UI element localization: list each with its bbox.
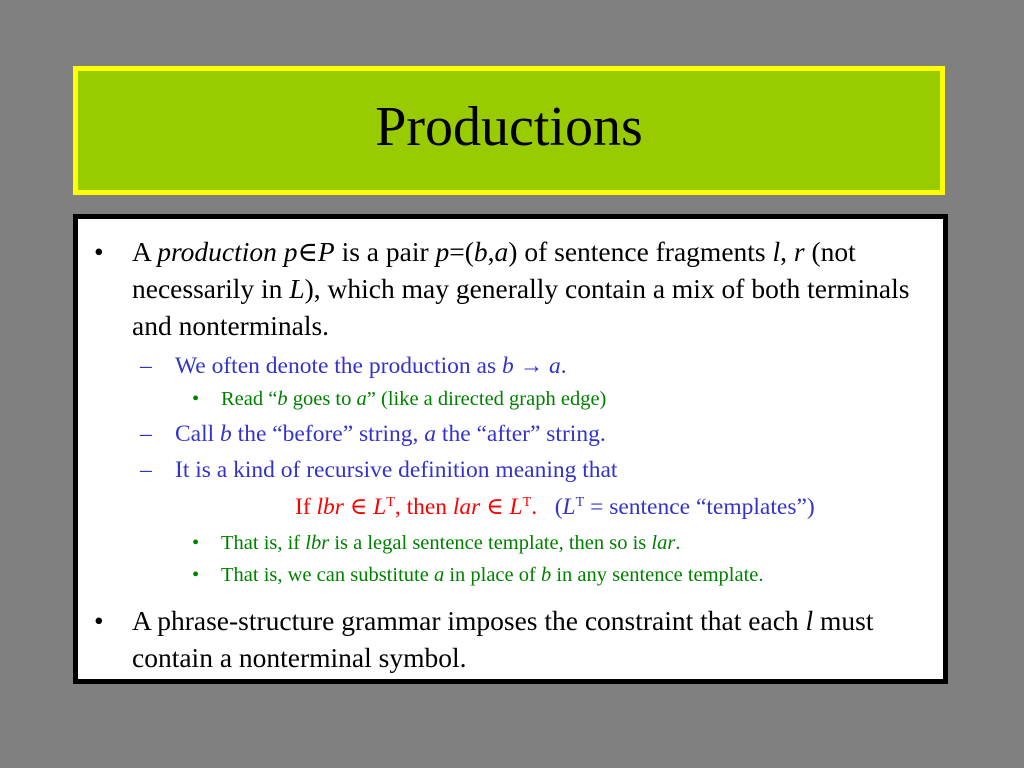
- subbullet-recursive: [78, 454, 923, 486]
- text-segment: = sentence “templates”): [584, 493, 815, 520]
- bullet-production-definition: [78, 233, 923, 344]
- var-b: b: [540, 563, 552, 586]
- var-a: a: [433, 563, 445, 586]
- text-segment: in any sentence template.: [551, 563, 764, 586]
- var-L: L: [562, 493, 576, 520]
- var-a: a: [424, 421, 437, 447]
- superscript-T: T: [522, 494, 532, 510]
- text-segment: is a pair: [334, 236, 436, 267]
- var-a: a: [494, 236, 509, 267]
- var-a: a: [549, 353, 561, 379]
- var-l: l: [805, 604, 814, 636]
- term-production: production p: [157, 236, 298, 267]
- bullet-dot: •: [192, 388, 200, 410]
- text-segment: ” (like a directed graph edge): [366, 388, 607, 410]
- text-segment: A phrase-structure grammar imposes the constraint that each: [132, 604, 806, 636]
- text-segment: ), which may generally contain a mix of both terminals and nonterminals.: [132, 273, 910, 341]
- element-of-symbol: ∈: [297, 236, 318, 267]
- text-segment: If: [295, 493, 317, 520]
- bullet-phrase-structure: [78, 602, 923, 676]
- slide-title: Productions: [375, 95, 643, 158]
- dash-marker: –: [140, 421, 152, 447]
- var-lbr: lbr: [305, 531, 330, 554]
- var-b: b: [220, 421, 232, 447]
- text-segment: .: [560, 353, 567, 379]
- text-segment: A: [132, 236, 158, 267]
- text-segment: .: [675, 531, 681, 554]
- var-a: a: [356, 388, 367, 410]
- var-p-set: P: [317, 236, 335, 267]
- text-segment: ,: [780, 236, 794, 267]
- title-box: [73, 66, 945, 195]
- var-lar: lar: [651, 531, 676, 554]
- text-segment: the “after” string.: [436, 421, 606, 447]
- subsubbullet-read: [78, 384, 923, 414]
- subsubbullet-substitute: [78, 560, 923, 590]
- var-L: L: [373, 493, 387, 520]
- bullet-dot: •: [192, 563, 200, 586]
- var-b: b: [502, 353, 514, 379]
- arrow-symbol: →: [513, 353, 550, 379]
- text-segment: That is, we can substitute: [221, 563, 434, 586]
- var-lbr: lbr: [316, 493, 344, 520]
- element-of-symbol: ∈: [480, 493, 510, 520]
- text-segment: is a legal sentence template, then so is: [329, 531, 652, 554]
- text-segment: Read “: [221, 388, 278, 410]
- var-L: L: [509, 493, 523, 520]
- text-segment: We often denote the production as: [175, 353, 503, 379]
- var-b: b: [473, 236, 488, 267]
- var-L: L: [289, 273, 305, 304]
- text-segment: (: [537, 493, 563, 520]
- var-l: l: [772, 236, 781, 267]
- text-segment: =(: [449, 236, 474, 267]
- bullet-dot: •: [94, 236, 104, 267]
- var-p: p: [435, 236, 450, 267]
- text-segment: must contain a nonterminal symbol.: [132, 604, 874, 673]
- var-b: b: [277, 388, 288, 410]
- subbullet-before-after: [78, 418, 923, 450]
- content-box: [73, 214, 948, 684]
- subbullet-notation: [78, 350, 923, 382]
- dash-marker: –: [140, 353, 152, 379]
- superscript-T: T: [575, 494, 585, 510]
- text-segment: goes to: [287, 388, 357, 410]
- bullet-dot: •: [94, 604, 104, 636]
- element-of-symbol: ∈: [343, 493, 374, 520]
- text-segment: ,: [487, 236, 495, 267]
- dash-marker: –: [140, 457, 152, 483]
- subsubbullet-legal-template: [78, 528, 923, 558]
- text-segment: .: [531, 493, 538, 520]
- text-segment: the “before” string,: [231, 421, 425, 447]
- text-segment: in place of: [444, 563, 541, 586]
- text-segment: Call: [175, 421, 221, 447]
- bullet-dot: •: [192, 531, 200, 554]
- var-lar: lar: [452, 493, 481, 520]
- text-segment: It is a kind of recursive definition meaning that: [175, 457, 618, 483]
- superscript-T: T: [386, 494, 395, 510]
- text-segment: , then: [394, 493, 453, 520]
- text-segment: ) of sentence fragments: [508, 236, 773, 267]
- var-r: r: [793, 236, 805, 267]
- formula-line: [78, 486, 923, 524]
- text-segment: That is, if: [221, 531, 306, 554]
- text-segment: (not necessarily in: [132, 236, 856, 304]
